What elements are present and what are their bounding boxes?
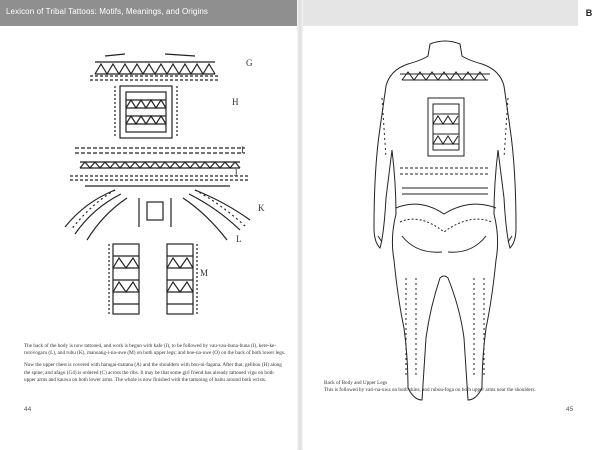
motif-label-m: M: [200, 268, 209, 278]
body-text: [24, 343, 286, 389]
motif-label-h: H: [232, 97, 239, 107]
section-tab: B: [578, 0, 600, 26]
motif-m-panels: [109, 244, 197, 314]
left-page-header: [0, 0, 297, 26]
body-outline: [374, 41, 516, 400]
tattoo-motifs-illustration: [55, 52, 265, 324]
motif-label-g: G: [246, 58, 253, 68]
caption-body: This is followed by vari-na-uwa on both shins, and rubou-foga on both upper arms near the shoulders.: [324, 387, 536, 393]
page-number-left: 44: [24, 406, 32, 413]
motif-label-k: K: [258, 203, 265, 213]
motif-g-band: [90, 54, 220, 80]
paragraph-2: Now the upper chest is covered with baragai-matana (A) and the shoulders with bou-ni-fagana. After that, gelibou (H) along the spine, and afagu (G4) is ordered (C) across the ribs. It may be that some girl friend has already tattooed vigu on both upper arms and kauwa on both lower arms. The whole is now finished with the tattooing of baitu around both wrists.: [24, 362, 282, 383]
motif-label-l: L: [236, 234, 242, 244]
right-page-header: [303, 0, 600, 26]
caption-title: Back of Body and Upper Legs: [324, 380, 388, 386]
tattooed-back-figure: [360, 38, 530, 408]
running-title: Lexicon of Tribal Tattoos: Motifs, Meanings, and Origins: [6, 7, 208, 16]
paragraph-1: The back of the body is now tattooed, and work is begun with kafe (I), to be followed by vau-vau-buna-buna (I), kere-ke-rorovogaru (L), and rubu (K), manoang-i-na-uwe (M) on both upper legs; and boe-na-uwe (O) on the back of both lower legs.: [24, 343, 286, 357]
motif-label-i: I: [241, 145, 244, 155]
figure-caption: [324, 380, 574, 394]
motif-i-j-bands: [70, 148, 250, 186]
motif-label-j: J: [234, 168, 238, 178]
book-gutter: [297, 0, 303, 450]
motif-h-panel: [115, 86, 177, 138]
motif-k-l-arms: [65, 190, 250, 240]
page-number-right: 45: [566, 406, 574, 413]
